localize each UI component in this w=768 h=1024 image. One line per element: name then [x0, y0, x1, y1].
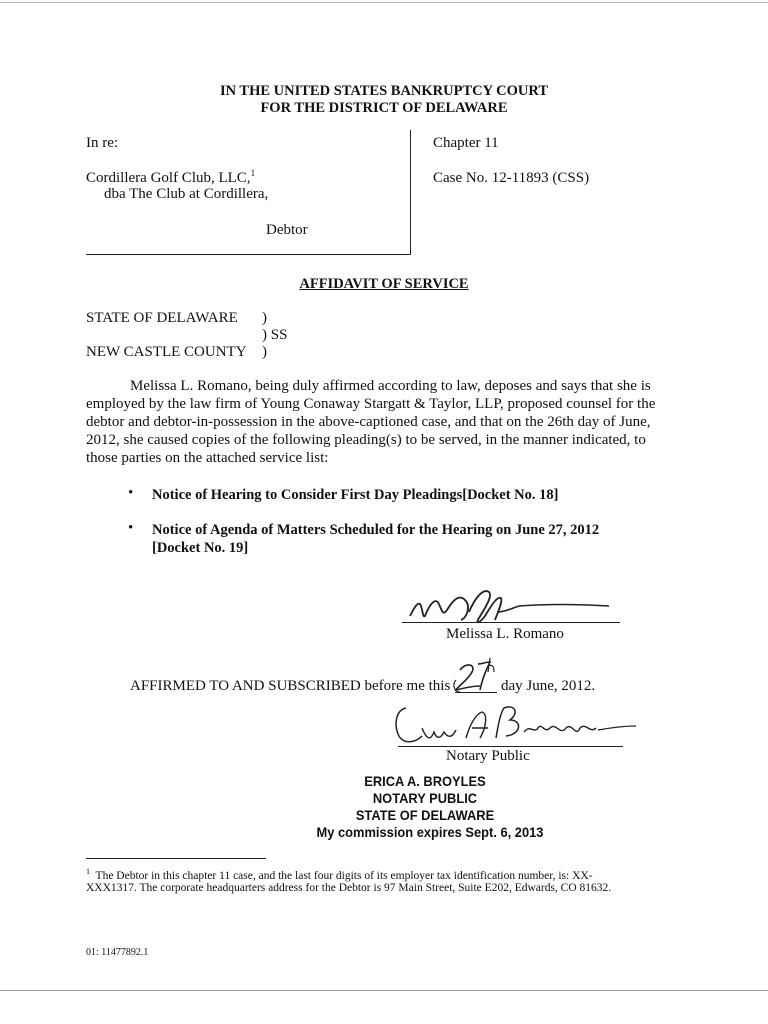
served-document-1: Notice of Hearing to Consider First Day Pleadings[Docket No. 18]	[152, 487, 559, 503]
chapter-label: Chapter 11	[433, 135, 499, 151]
venue-state: STATE OF DELAWARE	[86, 310, 238, 326]
body-line-3: debtor and debtor-in-possession in the above-captioned case, and that on the 26th day of June,	[86, 414, 651, 430]
affirmation-text: AFFIRMED TO AND SUBSCRIBED before me this	[130, 678, 451, 694]
footnote-divider	[86, 858, 266, 859]
affiant-signature	[405, 578, 625, 628]
caption-vertical-divider	[410, 130, 411, 254]
court-name-line-1: IN THE UNITED STATES BANKRUPTCY COURT	[219, 83, 549, 99]
venue-paren-1: )	[262, 310, 267, 326]
affiant-signature-line	[402, 622, 620, 623]
debtor-dba: dba The Club at Cordillera,	[104, 186, 269, 202]
venue-paren-2: )	[262, 344, 267, 360]
footnote-reference: 1	[250, 168, 256, 178]
caption-horizontal-divider	[86, 254, 411, 255]
body-line-1: Melissa L. Romano, being duly affirmed according to law, deposes and says that she is	[130, 378, 651, 394]
footnote-line-2: XXX1317. The corporate headquarters address for the Debtor is 97 Main Street, Suite E202, Edwards, CO 81632.	[86, 882, 612, 894]
footnote-line-1: $^1$ The Debtor in this chapter 11 case, and the last four digits of its employer tax identification number, is: XX-	[86, 867, 593, 882]
day-underline	[455, 692, 497, 693]
document-id: 01: 11477892.1	[86, 947, 149, 958]
debtor-name: Cordillera Golf Club, LLC,$^1$	[86, 168, 256, 186]
notary-public-label: Notary Public	[446, 748, 530, 764]
document-title: AFFIDAVIT OF SERVICE	[299, 276, 469, 292]
debtor-label: Debtor	[266, 222, 308, 238]
body-line-2: employed by the law firm of Young Conaway Stargatt & Taylor, LLP, proposed counsel for the	[86, 396, 656, 412]
affirmation-date: day June, 2012.	[501, 678, 596, 694]
body-line-5: those parties on the attached service list:	[86, 450, 329, 466]
top-border-line	[0, 2, 768, 3]
served-document-2: Notice of Agenda of Matters Scheduled for the Hearing on June 27, 2012 [Docket No. 19]	[152, 522, 600, 556]
case-number: Case No. 12-11893 (CSS)	[433, 170, 590, 186]
notary-stamp-commission: My commission expires Sept. 6, 2013	[316, 824, 544, 840]
footnote-mark: 1	[86, 867, 90, 876]
notary-stamp-name: ERICA A. BROYLES	[364, 773, 486, 789]
in-re-label: In re:	[86, 135, 119, 151]
bullet-glyph-2: •	[128, 520, 134, 536]
notary-stamp-title: NOTARY PUBLIC	[372, 790, 478, 806]
notary-signature-line	[398, 746, 623, 747]
venue-county: NEW CASTLE COUNTY	[86, 344, 247, 360]
notary-stamp-state: STATE OF DELAWARE	[355, 807, 495, 823]
bullet-glyph-1: •	[128, 485, 134, 501]
affiant-name: Melissa L. Romano	[446, 626, 564, 642]
body-line-4: 2012, she caused copies of the following pleading(s) to be served, in the manner indicated, to	[86, 432, 646, 448]
bottom-border-line	[0, 990, 768, 991]
court-name-line-2: FOR THE DISTRICT OF DELAWARE	[260, 100, 508, 116]
venue-ss: ) SS	[262, 327, 288, 343]
